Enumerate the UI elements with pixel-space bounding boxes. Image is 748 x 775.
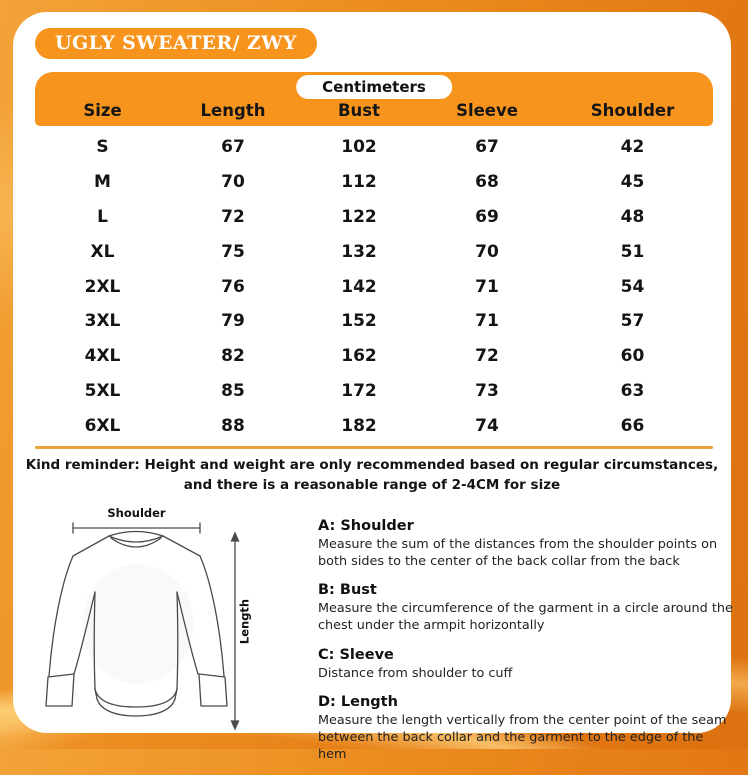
measure-shoulder-heading: A: Shoulder bbox=[318, 518, 414, 534]
orange-divider bbox=[35, 446, 713, 449]
measure-sleeve-heading: C: Sleeve bbox=[318, 646, 394, 663]
cell-sleeve: 74 bbox=[475, 415, 499, 436]
cell-size: L bbox=[97, 206, 108, 227]
table-row bbox=[35, 374, 713, 409]
cell-size: XL bbox=[90, 241, 115, 262]
cell-bust: 112 bbox=[341, 172, 377, 193]
column-header-size: Size bbox=[83, 101, 122, 120]
cell-sleeve: 67 bbox=[475, 137, 499, 158]
cell-length: 75 bbox=[221, 241, 245, 262]
table-header bbox=[35, 72, 713, 126]
cell-size: 3XL bbox=[84, 311, 121, 332]
column-header-shoulder: Shoulder bbox=[590, 101, 675, 120]
cell-shoulder: 48 bbox=[620, 206, 645, 227]
kind-reminder-line2: and there is a reasonable range of 2-4CM for size bbox=[183, 476, 561, 493]
cell-bust: 142 bbox=[341, 276, 377, 297]
cell-sleeve: 68 bbox=[475, 172, 499, 193]
unit-badge bbox=[296, 75, 452, 99]
measurement-instructions bbox=[318, 510, 733, 775]
table-row bbox=[35, 408, 713, 443]
size-table-body bbox=[35, 130, 713, 443]
table-row bbox=[35, 339, 713, 374]
diagram-shoulder-label: Shoulder bbox=[107, 506, 166, 520]
measure-sleeve bbox=[318, 647, 733, 682]
cell-shoulder: 54 bbox=[620, 276, 645, 297]
table-row bbox=[35, 269, 713, 304]
cell-bust: 132 bbox=[341, 241, 377, 262]
cell-shoulder: 60 bbox=[620, 346, 645, 367]
measure-bust-description: Measure the circumference of the garment in a circle around the chest under the armpit horizontally bbox=[318, 601, 733, 634]
cell-length: 67 bbox=[221, 137, 245, 158]
cell-bust: 152 bbox=[341, 311, 377, 332]
cell-sleeve: 71 bbox=[475, 311, 499, 332]
cell-length: 88 bbox=[221, 415, 245, 436]
measure-bust-heading: B: Bust bbox=[318, 582, 377, 599]
cell-size: 5XL bbox=[84, 380, 121, 401]
cell-shoulder: 63 bbox=[620, 380, 645, 401]
table-row bbox=[35, 234, 713, 269]
cell-sleeve: 69 bbox=[475, 206, 499, 227]
cell-size: M bbox=[94, 172, 111, 193]
cell-shoulder: 42 bbox=[620, 137, 645, 158]
column-header-length: Length bbox=[200, 101, 266, 120]
cell-length: 79 bbox=[221, 311, 245, 332]
cell-length: 70 bbox=[221, 172, 245, 193]
measure-shoulder-description: Measure the sum of the distances from the shoulder points on both sides to the center of the back collar from the back bbox=[318, 537, 718, 570]
product-title-pill bbox=[35, 28, 317, 59]
sweater-outline-drawing bbox=[38, 506, 328, 741]
cell-length: 85 bbox=[221, 380, 245, 401]
column-header-sleeve: Sleeve bbox=[456, 101, 518, 120]
measure-length-description: Measure the length vertically from the center point of the seam between the back collar and the garment to the edge of the hem bbox=[318, 712, 727, 762]
sweater-measure-diagram bbox=[38, 506, 328, 741]
cell-length: 76 bbox=[221, 276, 245, 297]
measure-length bbox=[318, 694, 733, 763]
diagram-length-label: Length bbox=[237, 598, 252, 645]
table-row bbox=[35, 130, 713, 165]
cell-sleeve: 70 bbox=[475, 241, 499, 262]
cell-length: 82 bbox=[221, 346, 245, 367]
unit-label: Centimeters bbox=[322, 78, 426, 96]
cell-sleeve: 71 bbox=[475, 276, 499, 297]
cell-sleeve: 73 bbox=[475, 380, 499, 401]
measure-length-heading: D: Length bbox=[318, 693, 398, 710]
cell-size: 2XL bbox=[84, 276, 121, 297]
cell-size: 4XL bbox=[84, 346, 121, 367]
cell-shoulder: 45 bbox=[620, 172, 645, 193]
cell-bust: 162 bbox=[341, 346, 377, 367]
measure-shoulder bbox=[318, 518, 733, 570]
cell-bust: 102 bbox=[341, 137, 377, 158]
cell-size: S bbox=[96, 137, 109, 158]
table-row bbox=[35, 304, 713, 339]
cell-bust: 122 bbox=[341, 206, 377, 227]
cell-bust: 182 bbox=[341, 415, 377, 436]
table-row bbox=[35, 165, 713, 200]
table-row bbox=[35, 200, 713, 235]
cell-sleeve: 72 bbox=[475, 346, 499, 367]
measure-bust bbox=[318, 582, 733, 634]
kind-reminder-line1: Kind reminder: Height and weight are only recommended based on regular circumstances, bbox=[25, 457, 719, 473]
cell-length: 72 bbox=[221, 206, 245, 227]
table-header-row bbox=[35, 101, 713, 120]
kind-reminder bbox=[13, 456, 731, 495]
cell-size: 6XL bbox=[84, 415, 121, 436]
column-header-bust: Bust bbox=[337, 101, 381, 120]
cell-shoulder: 57 bbox=[620, 311, 645, 332]
product-title: UGLY SWEATER/ ZWY bbox=[55, 32, 297, 54]
cell-shoulder: 51 bbox=[620, 241, 645, 262]
cell-bust: 172 bbox=[341, 380, 377, 401]
cell-shoulder: 66 bbox=[620, 415, 645, 436]
size-chart-card bbox=[13, 12, 733, 762]
measure-sleeve-description: Distance from shoulder to cuff bbox=[318, 665, 513, 681]
